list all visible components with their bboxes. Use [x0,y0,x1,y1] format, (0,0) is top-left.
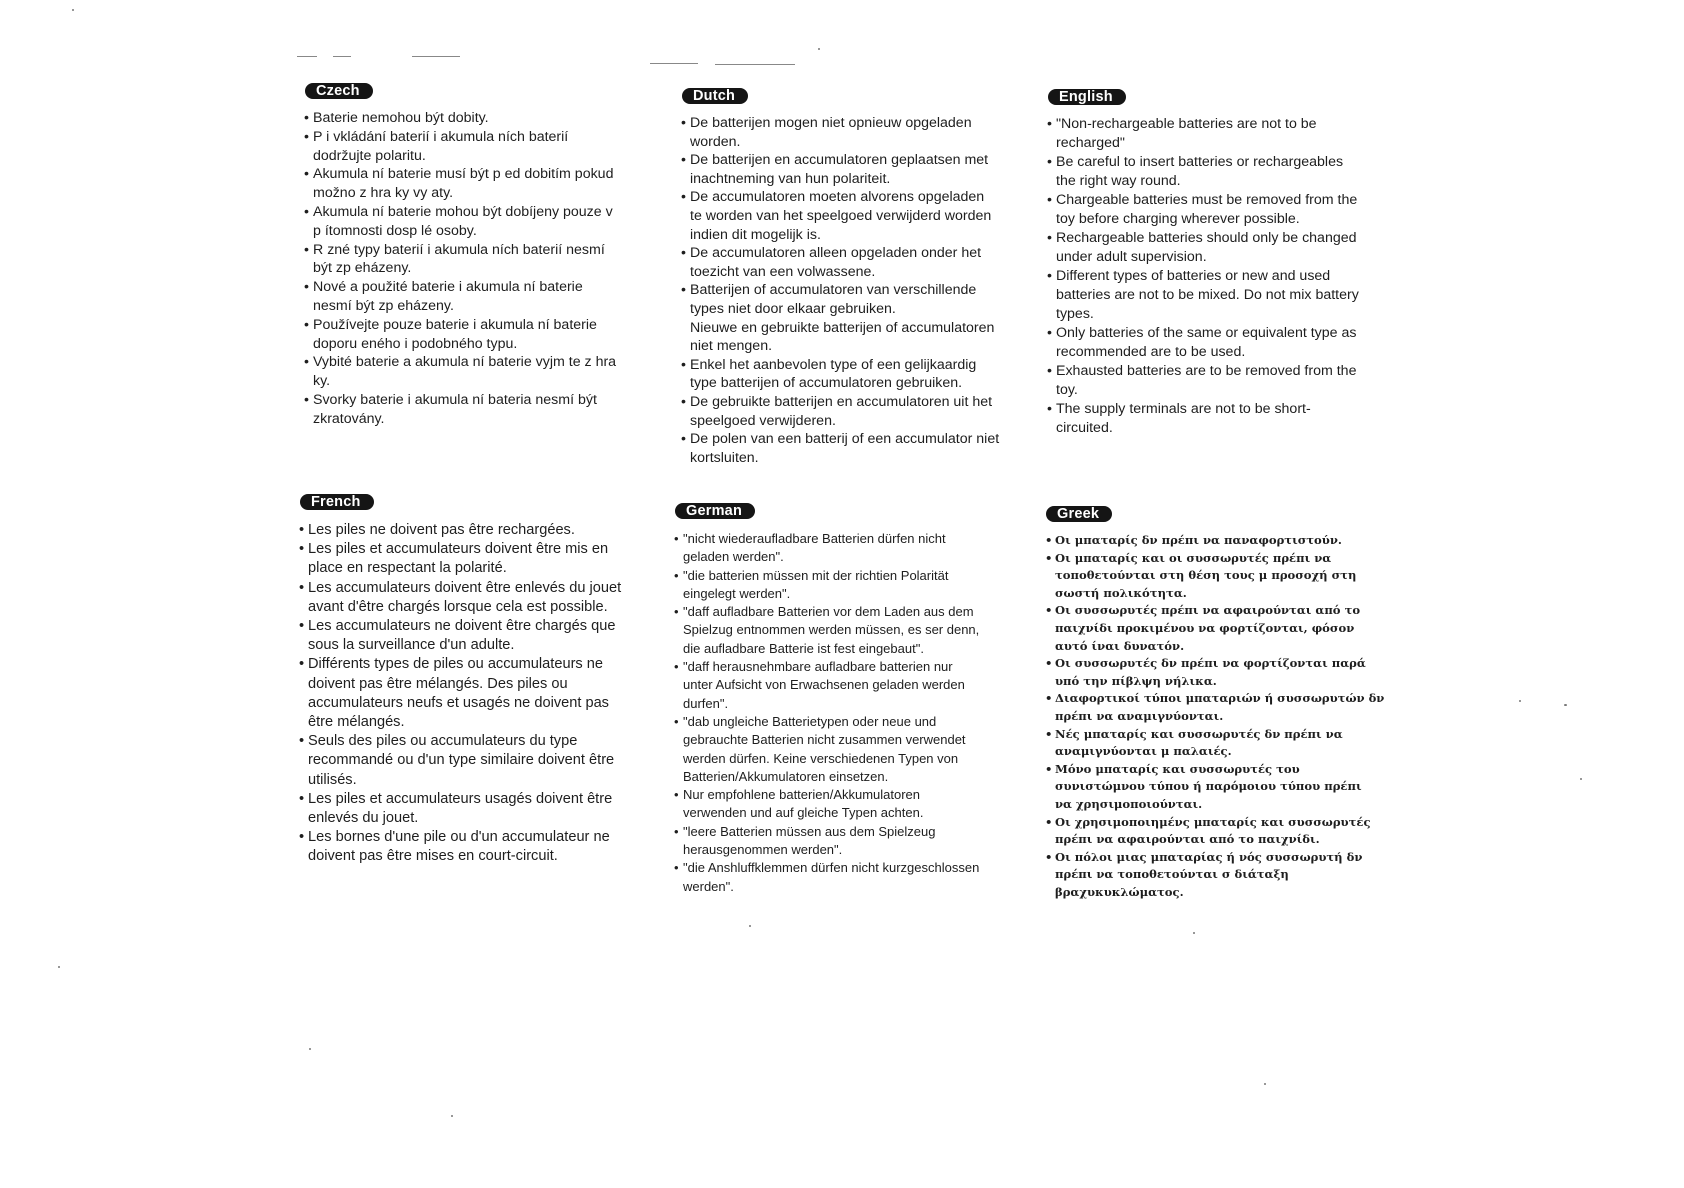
scan-speck [72,9,74,11]
scan-speck [309,1048,311,1050]
scan-rule [297,56,317,57]
list-item: • Be careful to insert batteries or rechargeables the right way round. [1048,153,1393,191]
list-item: • Οι μπαταρίς δν πρέπι να παναφορτιστούν. [1046,532,1396,550]
scan-speck [1193,932,1195,934]
list-item: • Les piles et accumulateurs doivent être mis en place en respectant la polarité. [300,540,645,578]
list-item: • Οι συσσωρυτές δν πρέπι να φορτίζονται παρά υπό την πίβλψη νήλικα. [1046,655,1396,690]
german-list [675,530,1020,896]
language-label-greek: Greek [1046,506,1112,522]
section-english [1048,88,1393,438]
list-item: • Les accumulateurs doivent être enlevés du jouet avant d'être chargés lorsque cela est possible. [300,579,645,617]
list-item: • Akumula ní baterie musí být p ed dobitím pokud možno z hra ky vy aty. [305,165,650,203]
list-item: • Exhausted batteries are to be removed from the toy. [1048,362,1393,400]
list-item: • The supply terminals are not to be short- circuited. [1048,400,1393,438]
list-item: • Batterijen of accumulatoren van verschillende types niet door elkaar gebruiken. Nieuwe en gebruikte batterijen of accumulatoren niet mengen. [682,281,1027,355]
list-item: • Οι πόλοι μιας μπαταρίας ή νός συσσωρυτή δν πρέπι να τοποθετούνται σ διάταξη βραχυκυκλώματος. [1046,849,1396,902]
list-item: • Different types of batteries or new and used batteries are not to be mixed. Do not mix battery types. [1048,267,1393,324]
list-item: • Only batteries of the same or equivalent type as recommended are to be used. [1048,324,1393,362]
list-item: • Vybité baterie a akumula ní baterie vyjm te z hra ky. [305,353,650,391]
list-item: • De batterijen en accumulatoren geplaatsen met inachtneming van hun polariteit. [682,151,1027,188]
section-french [300,493,645,867]
language-label-french: French [300,494,374,510]
dutch-list [682,114,1027,467]
scan-rule [715,64,795,65]
language-label-dutch: Dutch [682,88,748,104]
scan-speck [1580,778,1582,780]
list-item: • "die batterien müssen mit der richtien Polarität eingelegt werden". [675,567,1020,604]
language-label-english: English [1048,89,1126,105]
list-item: • Svorky baterie i akumula ní bateria nesmí být zkratovány. [305,391,650,429]
list-item: • De batterijen mogen niet opnieuw opgeladen worden. [682,114,1027,151]
section-greek [1046,505,1396,901]
list-item: • Οι συσσωρυτές πρέπι να αφαιρούνται από το παιχνίδι προκιμένου να φορτίζονται, φόσον αυτό ίναι δυνατόν. [1046,602,1396,655]
list-item: • Διαφορτικοί τύποι μπαταριών ή συσσωρυτών δν πρέπι να αναμιγνύονται. [1046,690,1396,725]
list-item: • Nur empfohlene batterien/Akkumulatoren verwenden und auf gleiche Typen achten. [675,786,1020,823]
section-czech [305,82,650,429]
list-item: • Différents types de piles ou accumulateurs ne doivent pas être mélangés. Des piles ou accumulateurs neufs et usagés ne doivent pas être mélangés. [300,655,645,732]
language-label-czech: Czech [305,83,373,99]
list-item: • De accumulatoren alleen opgeladen onder het toezicht van een volwassene. [682,244,1027,281]
list-item: • "Non-rechargeable batteries are not to be recharged" [1048,115,1393,153]
list-item: • Les piles et accumulateurs usagés doivent être enlevés du jouet. [300,790,645,828]
list-item: • De accumulatoren moeten alvorens opgeladen te worden van het speelgoed verwijderd worden indien dit mogelijk is. [682,188,1027,244]
list-item: • Baterie nemohou být dobity. [305,109,650,128]
section-german [675,502,1020,896]
list-item: • "leere Batterien müssen aus dem Spielzeug herausgenommen werden". [675,823,1020,860]
list-item: • "nicht wiederaufladbare Batterien dürfen nicht geladen werden". [675,530,1020,567]
list-item: • Používejte pouze baterie i akumula ní baterie doporu eného i podobného typu. [305,316,650,354]
greek-list [1046,532,1396,901]
scan-rule [412,56,460,57]
list-item: • Οι χρησιμοποιημένς μπαταρίς και συσσωρυτές πρέπι να αφαιρούνται από το παιχνίδι. [1046,814,1396,849]
list-item: • Akumula ní baterie mohou být dobíjeny pouze v p ítomnosti dosp lé osoby. [305,203,650,241]
list-item: • Seuls des piles ou accumulateurs du type recommandé ou d'un type similaire doivent être utilisés. [300,732,645,790]
list-item: • Les piles ne doivent pas être rechargées. [300,521,645,540]
scan-rule [650,63,698,64]
scan-speck [1519,700,1521,702]
scan-speck [818,48,820,50]
list-item: • "die Anshluffklemmen dürfen nicht kurzgeschlossen werden". [675,859,1020,896]
czech-list [305,109,650,429]
scan-rule [333,56,351,57]
scan-speck [1264,1083,1266,1085]
list-item: • R zné typy baterií i akumula ních baterií nesmí být zp eházeny. [305,241,650,279]
list-item: • Μόνο μπαταρίς και συσσωρυτές του συνιστώμνου τύπου ή παρόμοιου τύπου πρέπι να χρησιμοποιούνται. [1046,761,1396,814]
list-item: • "daff aufladbare Batterien vor dem Laden aus dem Spielzug entnommen werden müssen, es ser denn, die aufladbare Batterie ist fest eingebaut". [675,603,1020,658]
language-label-german: German [675,503,755,519]
scan-speck [1564,704,1567,706]
list-item: • Les accumulateurs ne doivent être chargés que sous la surveillance d'un adulte. [300,617,645,655]
list-item: • De polen van een batterij of een accumulator niet kortsluiten. [682,430,1027,467]
list-item: • Νές μπαταρίς και συσσωρυτές δν πρέπι να αναμιγνύονται μ παλαιές. [1046,726,1396,761]
french-list [300,521,645,867]
list-item: • Οι μπαταρίς και οι συσσωρυτές πρέπι να τοποθετούνται στη θέση τους μ προσοχή στη σωστή πολικότητα. [1046,550,1396,603]
scan-speck [58,966,60,968]
list-item: • P i vkládání baterií i akumula ních baterií dodržujte polaritu. [305,128,650,166]
section-dutch [682,87,1027,467]
scan-speck [451,1115,453,1117]
list-item: • "daff herausnehmbare aufladbare batterien nur unter Aufsicht von Erwachsenen geladen werden durfen". [675,658,1020,713]
list-item: • "dab ungleiche Batterietypen oder neue und gebrauchte Batterien nicht zusammen verwendet werden dürfen. Keine verschiedenen Typen von Batterien/Akkumulatoren einsetzen. [675,713,1020,786]
english-list [1048,115,1393,438]
scan-speck [749,925,751,927]
list-item: • Rechargeable batteries should only be changed under adult supervision. [1048,229,1393,267]
list-item: • Chargeable batteries must be removed from the toy before charging wherever possible. [1048,191,1393,229]
list-item: • De gebruikte batterijen en accumulatoren uit het speelgoed verwijderen. [682,393,1027,430]
list-item: • Les bornes d'une pile ou d'un accumulateur ne doivent pas être mises en court-circuit. [300,828,645,866]
list-item: • Enkel het aanbevolen type of een gelijkaardig type batterijen of accumulatoren gebruiken. [682,356,1027,393]
list-item: • Nové a použité baterie i akumula ní baterie nesmí být zp eházeny. [305,278,650,316]
